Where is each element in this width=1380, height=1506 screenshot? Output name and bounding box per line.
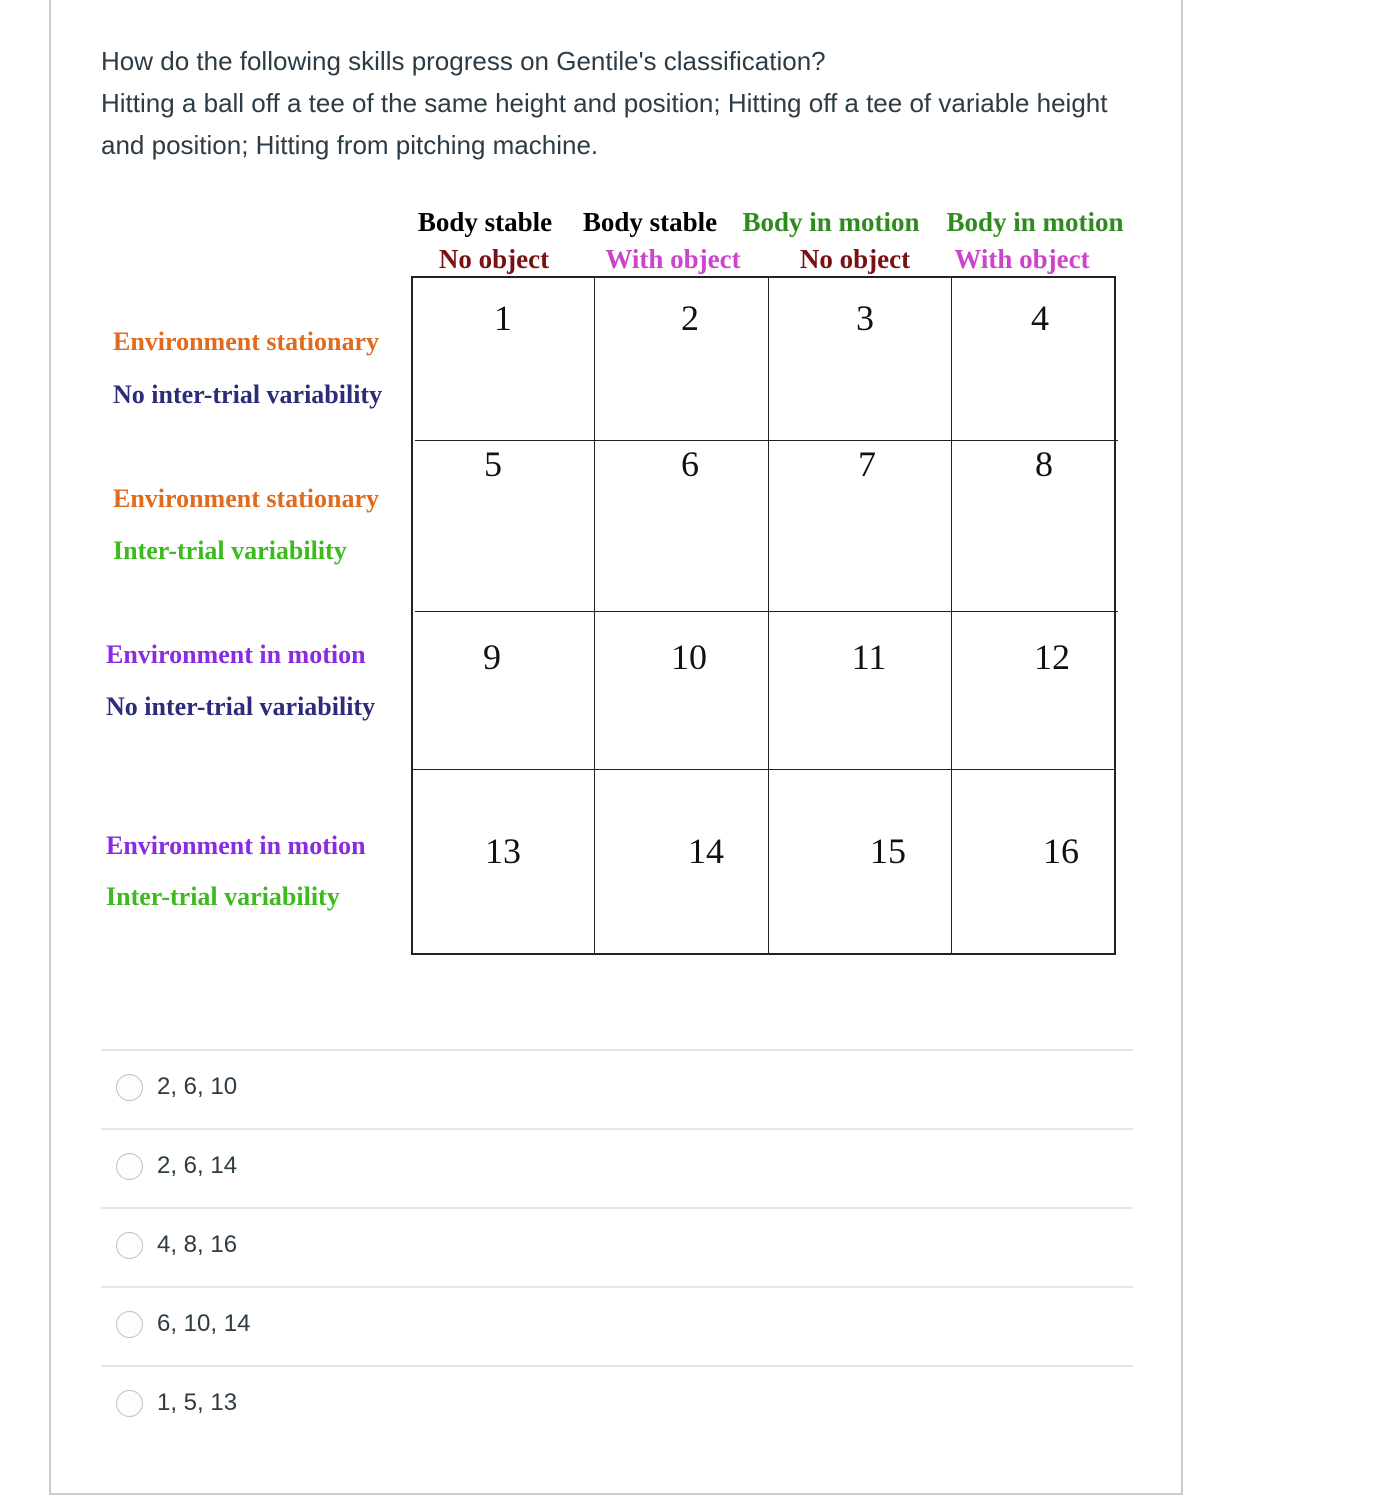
radio-button[interactable] xyxy=(116,1074,143,1101)
cell-number: 13 xyxy=(485,831,521,871)
grid-line xyxy=(415,440,1118,441)
col-4-object-label: With object xyxy=(954,244,1090,274)
cell-number: 4 xyxy=(1031,298,1049,338)
answer-label[interactable]: 2, 6, 10 xyxy=(157,1073,238,1100)
cell-number: 5 xyxy=(484,444,502,484)
cell-number: 10 xyxy=(671,637,707,677)
row-2-environment-label: Environment stationary xyxy=(113,484,380,513)
col-1-body-label: Body stable xyxy=(417,207,553,237)
radio-button[interactable] xyxy=(116,1390,143,1417)
radio-button[interactable] xyxy=(116,1232,143,1259)
col-1-object-label: No object xyxy=(438,244,550,274)
radio-button[interactable] xyxy=(116,1311,143,1338)
answer-label[interactable]: 6, 10, 14 xyxy=(157,1310,251,1337)
cell-number: 3 xyxy=(856,298,874,338)
cell-number: 12 xyxy=(1034,637,1070,677)
cell-number: 15 xyxy=(870,831,906,871)
cell-number: 1 xyxy=(494,298,512,338)
answer-option[interactable] xyxy=(101,1130,1133,1207)
cell-number: 16 xyxy=(1043,831,1079,871)
radio-button[interactable] xyxy=(116,1153,143,1180)
grid-line xyxy=(411,276,413,955)
answer-option[interactable] xyxy=(101,1367,1133,1444)
answer-option[interactable] xyxy=(101,1288,1133,1365)
grid-line xyxy=(1114,276,1116,955)
col-2-object-label: With object xyxy=(605,244,741,274)
col-3-object-label: No object xyxy=(799,244,911,274)
answer-label[interactable]: 2, 6, 14 xyxy=(157,1152,238,1179)
row-2-variability-label: Inter-trial variability xyxy=(113,536,347,565)
answer-option[interactable] xyxy=(101,1209,1133,1286)
question-line-1: How do the following skills progress on Gentile's classification? xyxy=(101,46,826,76)
col-3-body-label: Body in motion xyxy=(742,207,920,237)
grid-line xyxy=(415,611,1118,612)
row-4-variability-label: Inter-trial variability xyxy=(106,882,340,911)
row-4-environment-label: Environment in motion xyxy=(106,831,366,860)
row-3-variability-label: No inter-trial variability xyxy=(106,692,376,721)
grid-line xyxy=(411,953,1116,955)
grid-line xyxy=(411,276,1116,278)
answer-label[interactable]: 4, 8, 16 xyxy=(157,1231,238,1258)
row-1-variability-label: No inter-trial variability xyxy=(113,380,383,409)
row-1-environment-label: Environment stationary xyxy=(113,327,380,356)
cell-number: 8 xyxy=(1035,444,1053,484)
grid-line xyxy=(411,769,1116,770)
answer-list xyxy=(101,1049,1133,1444)
cell-number: 9 xyxy=(483,637,501,677)
col-2-body-label: Body stable xyxy=(582,207,718,237)
col-4-body-label: Body in motion xyxy=(946,207,1124,237)
cell-number: 7 xyxy=(858,444,876,484)
cell-number: 2 xyxy=(681,298,699,338)
grid-line xyxy=(594,276,595,955)
cell-number: 14 xyxy=(688,831,724,871)
grid-line xyxy=(951,276,952,955)
cell-number: 6 xyxy=(681,444,699,484)
row-3-environment-label: Environment in motion xyxy=(106,640,366,669)
answer-option[interactable] xyxy=(101,1051,1133,1128)
answer-label[interactable]: 1, 5, 13 xyxy=(157,1389,238,1416)
grid-line xyxy=(768,276,769,955)
question-line-2: Hitting a ball off a tee of the same height and position; Hitting off a tee of variable height and position; Hitting from pitching machine. xyxy=(101,88,1108,160)
cell-number: 11 xyxy=(851,637,887,677)
